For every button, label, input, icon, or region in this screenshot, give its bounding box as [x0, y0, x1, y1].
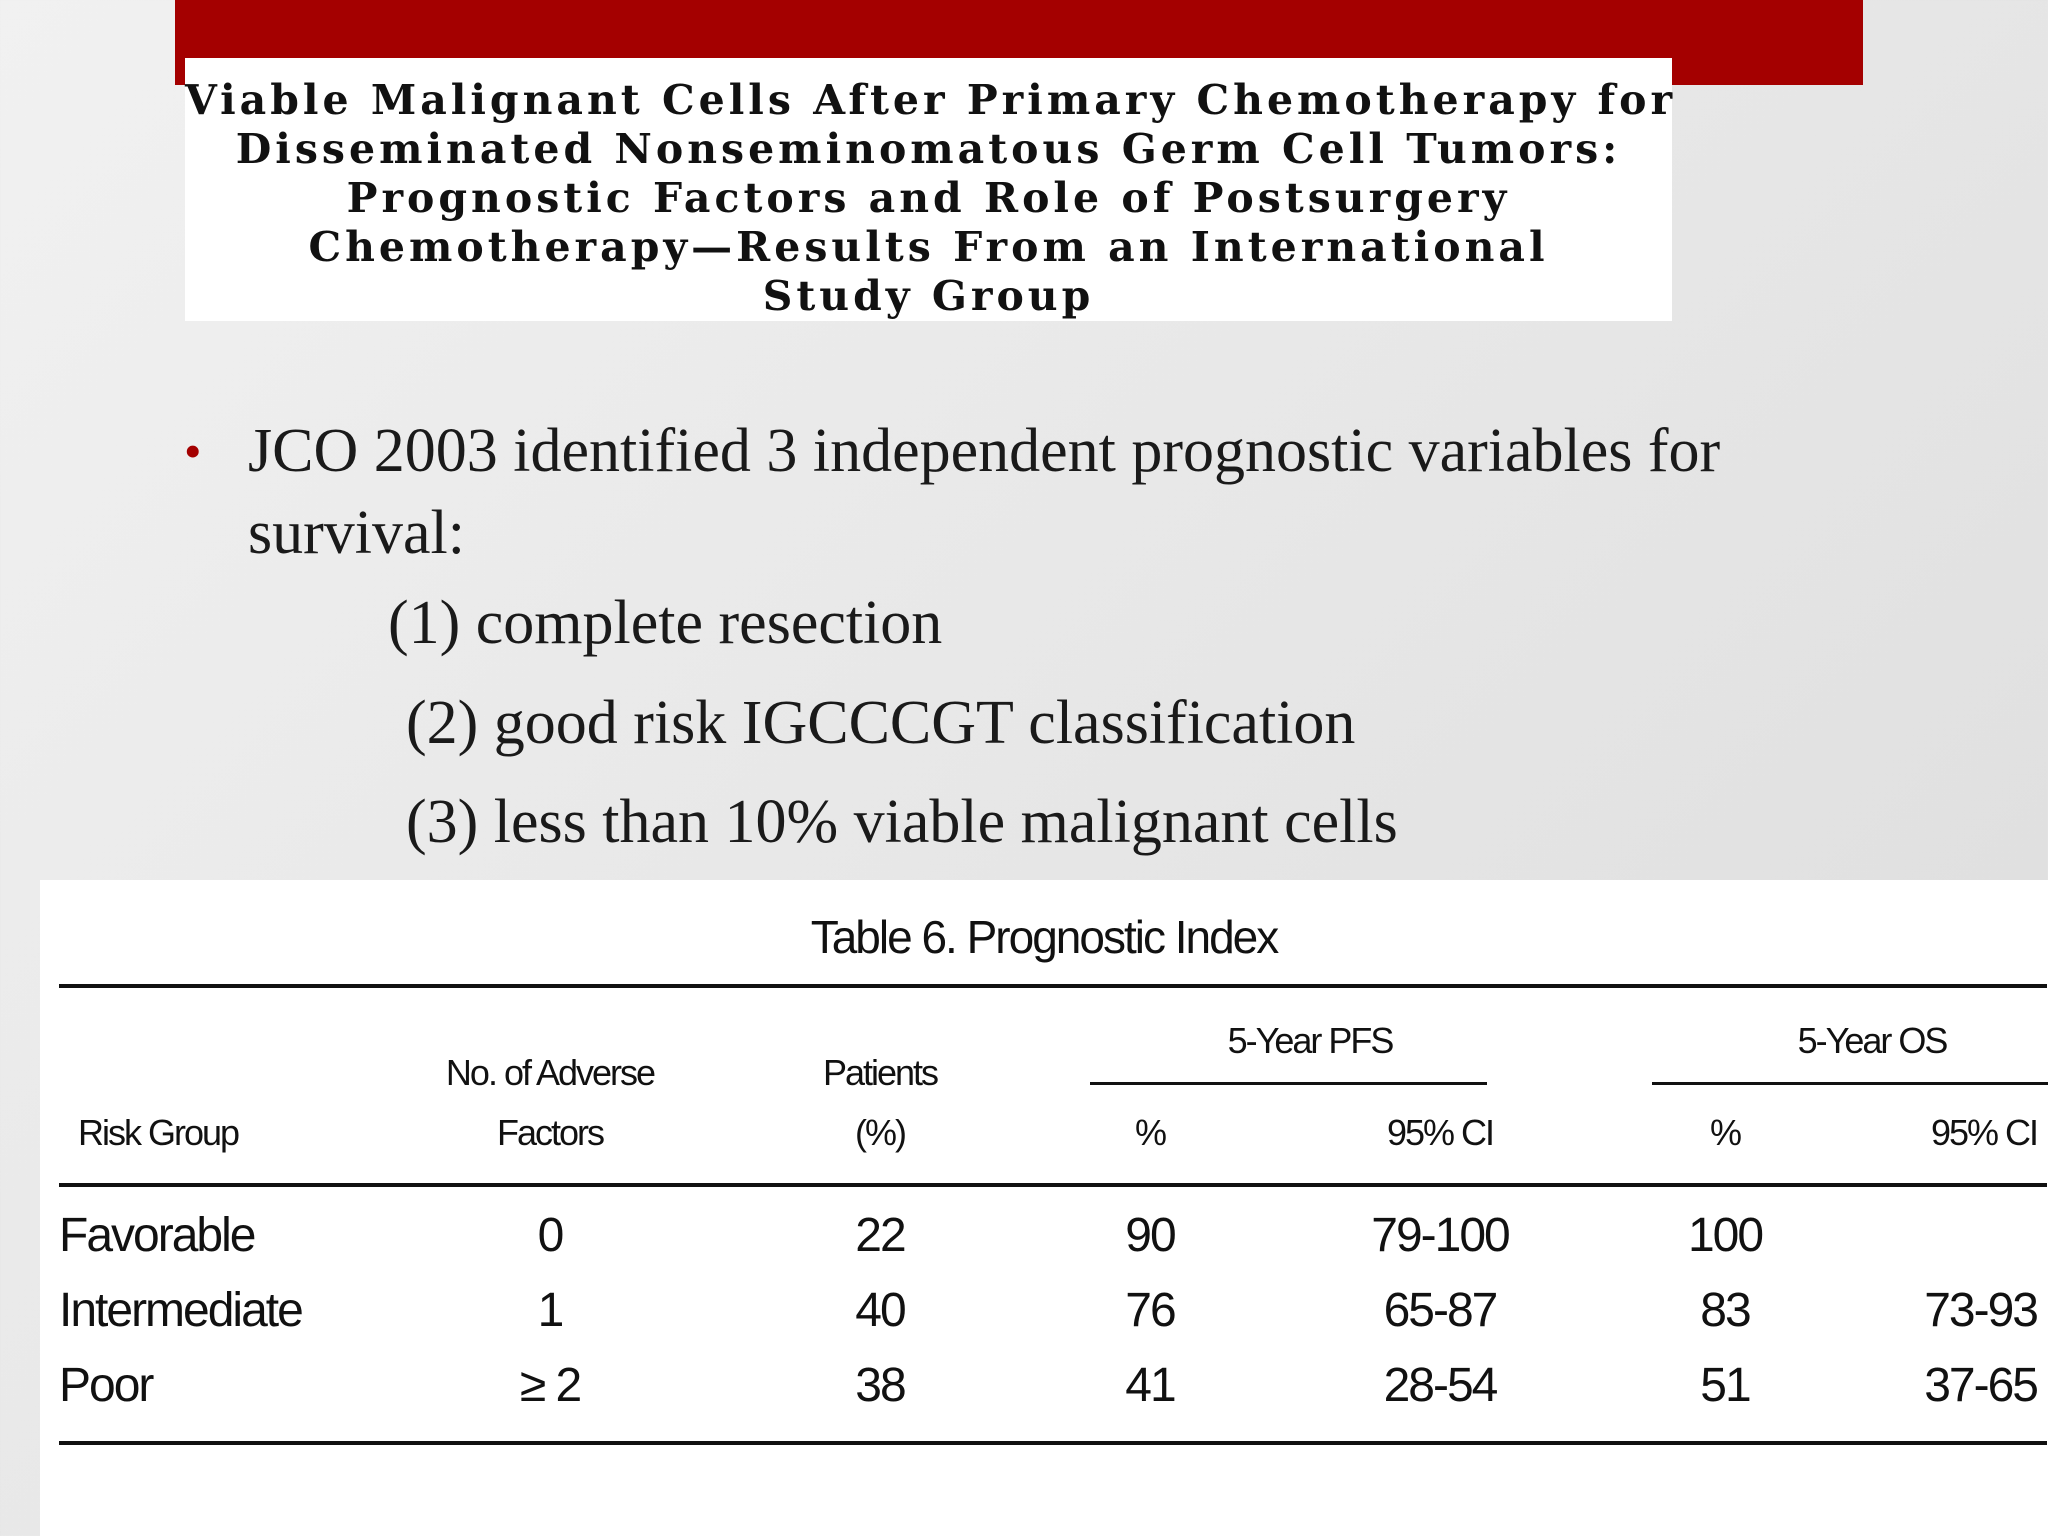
row-intermediate-pfs-ci: 65-87: [1383, 1284, 1497, 1337]
header-os-pct: %: [1709, 1112, 1740, 1153]
pfs-group-rule: [1090, 1082, 1487, 1085]
row-favorable-pfs-ci: 79-100: [1371, 1209, 1509, 1262]
bullet-subitem-3: (3) less than 10% viable malignant cells: [406, 788, 1398, 856]
row-poor-pfs-pct: 41: [1125, 1359, 1175, 1412]
row-poor-os-pct: 51: [1700, 1359, 1750, 1412]
header-pfs-pct: %: [1134, 1112, 1165, 1153]
header-pfs-ci: 95% CI: [1386, 1112, 1494, 1153]
table-bottom-rule: [59, 1441, 2047, 1445]
row-intermediate-patients: 40: [855, 1284, 905, 1337]
header-5yr-os: 5-Year OS: [1797, 1020, 1947, 1061]
row-intermediate-os-ci: 73-93: [1924, 1284, 2037, 1337]
row-favorable-adverse: 0: [537, 1209, 563, 1262]
row-poor-pfs-ci: 28-54: [1383, 1359, 1497, 1412]
header-patients-line2: (%): [855, 1112, 905, 1153]
prognostic-index-table: [40, 880, 2048, 1536]
row-poor-patients: 38: [855, 1359, 905, 1412]
row-poor-os-ci: 37-65: [1924, 1359, 2037, 1412]
row-favorable-pfs-pct: 90: [1125, 1209, 1175, 1262]
article-title: [185, 76, 1677, 321]
bullet-subitem-1: (1) complete resection: [388, 589, 943, 657]
article-title-line: Viable Malignant Cells After Primary Chemotherapy for: [185, 76, 1677, 124]
article-title-line: Disseminated Nonseminomatous Germ Cell Tumors:: [235, 125, 1622, 173]
row-intermediate-pfs-pct: 76: [1125, 1284, 1175, 1337]
bullet-main-text: JCO 2003 identified 3 independent prognostic variables for survival:: [248, 417, 1721, 567]
table-top-rule: [59, 984, 2047, 988]
row-favorable-os-pct: 100: [1687, 1209, 1763, 1262]
os-group-rule: [1652, 1082, 2048, 1085]
row-poor-risk-group: Poor: [59, 1359, 153, 1412]
header-risk-group: Risk Group: [78, 1112, 239, 1153]
bullet-subitem-2: (2) good risk IGCCCGT classification: [406, 689, 1356, 757]
article-title-image: [185, 58, 1677, 321]
article-title-line: Study Group: [762, 272, 1095, 320]
row-poor-adverse: ≥ 2: [519, 1359, 581, 1412]
article-title-line: Prognostic Factors and Role of Postsurgery: [346, 174, 1511, 222]
header-adverse-line2: Factors: [496, 1112, 604, 1153]
bullet-marker: •: [184, 423, 202, 479]
header-5yr-pfs: 5-Year PFS: [1227, 1020, 1393, 1061]
row-intermediate-adverse: 1: [537, 1284, 563, 1337]
header-os-ci: 95% CI: [1930, 1112, 2037, 1153]
row-intermediate-os-pct: 83: [1700, 1284, 1750, 1337]
table-header-rule: [59, 1183, 2047, 1187]
row-intermediate-risk-group: Intermediate: [59, 1284, 302, 1337]
article-title-line: Chemotherapy—Results From an International: [308, 223, 1549, 271]
row-favorable-risk-group: Favorable: [59, 1209, 255, 1262]
table-caption: Table 6. Prognostic Index: [810, 911, 1278, 963]
header-adverse-line1: No. of Adverse: [445, 1052, 655, 1093]
header-patients-line1: Patients: [822, 1052, 938, 1093]
row-favorable-patients: 22: [855, 1209, 905, 1262]
